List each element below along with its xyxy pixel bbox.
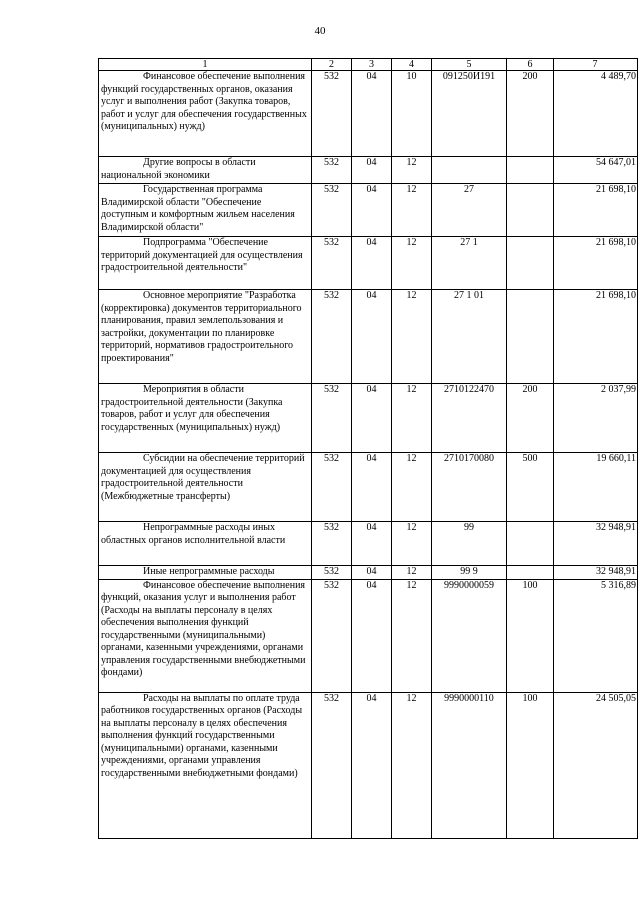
header-cell: 7: [554, 59, 638, 71]
row-expense-type: [507, 157, 554, 184]
row-code-ministry: 532: [312, 566, 352, 580]
table-row: [99, 290, 638, 384]
row-code-section: 04: [352, 522, 392, 566]
row-amount: 19 660,11: [554, 453, 638, 522]
row-code-section: 04: [352, 384, 392, 453]
row-description: Финансовое обеспечение выполнения функций государственных органов, оказания услуг и выполнения работ (Закупка товаров, работ и услуг для обеспечения государственных (муниципальных) нужд): [99, 71, 312, 157]
table-row: [99, 579, 638, 692]
table-row: [99, 184, 638, 237]
row-expense-type: 100: [507, 692, 554, 838]
row-code-section: 04: [352, 290, 392, 384]
row-code-section: 04: [352, 692, 392, 838]
row-code-subsection: 12: [392, 290, 432, 384]
row-target-article: 091250И191: [432, 71, 507, 157]
table-row: [99, 157, 638, 184]
row-code-subsection: 12: [392, 566, 432, 580]
row-code-subsection: 12: [392, 579, 432, 692]
row-code-section: 04: [352, 453, 392, 522]
page-number: 40: [314, 25, 326, 37]
row-code-section: 04: [352, 579, 392, 692]
table-row: [99, 692, 638, 838]
row-target-article: 27 1: [432, 237, 507, 290]
row-code-subsection: 12: [392, 237, 432, 290]
row-description: Финансовое обеспечение выполнения функций, оказания услуг и выполнения работ (Расходы на выплаты персоналу в целях обеспечения выполнения функций государственными (муниципальными) органами, казенными учреждениями, органами управления государственными внебюджетными фондами): [99, 579, 312, 692]
row-code-subsection: 12: [392, 522, 432, 566]
row-expense-type: 500: [507, 453, 554, 522]
budget-table: [98, 58, 638, 839]
row-code-subsection: 12: [392, 453, 432, 522]
row-expense-type: [507, 184, 554, 237]
row-code-ministry: 532: [312, 453, 352, 522]
row-code-ministry: 532: [312, 184, 352, 237]
row-target-article: [432, 157, 507, 184]
row-expense-type: [507, 237, 554, 290]
row-amount: 21 698,10: [554, 290, 638, 384]
table-row: [99, 522, 638, 566]
row-expense-type: 200: [507, 384, 554, 453]
row-description: Иные непрограммные расходы: [99, 566, 312, 580]
row-target-article: 9990000059: [432, 579, 507, 692]
row-code-ministry: 532: [312, 522, 352, 566]
row-description: Расходы на выплаты по оплате труда работников государственных органов (Расходы на выплаты персоналу в целях обеспечения выполнения функций государственными (муниципальными) органами, казенными учреждениями, органами управления государственными внебюджетными фондами): [99, 692, 312, 838]
row-code-ministry: 532: [312, 157, 352, 184]
table-row: [99, 237, 638, 290]
row-amount: 21 698,10: [554, 237, 638, 290]
row-expense-type: [507, 566, 554, 580]
row-expense-type: 100: [507, 579, 554, 692]
row-code-ministry: 532: [312, 290, 352, 384]
row-amount: 2 037,99: [554, 384, 638, 453]
header-cell: 5: [432, 59, 507, 71]
row-code-section: 04: [352, 566, 392, 580]
row-target-article: 2710170080: [432, 453, 507, 522]
table-row: [99, 453, 638, 522]
row-amount: 54 647,01: [554, 157, 638, 184]
table-row: [99, 71, 638, 157]
row-description: Подпрограмма "Обеспечение территорий документацией для осуществления градостроительной деятельности": [99, 237, 312, 290]
row-code-section: 04: [352, 71, 392, 157]
row-code-subsection: 12: [392, 384, 432, 453]
row-amount: 4 489,70: [554, 71, 638, 157]
header-cell: 1: [99, 59, 312, 71]
table-row: [99, 384, 638, 453]
row-amount: 32 948,91: [554, 566, 638, 580]
row-target-article: 2710122470: [432, 384, 507, 453]
table-header-row: [99, 59, 638, 71]
row-description: Непрограммные расходы иных областных органов исполнительной власти: [99, 522, 312, 566]
row-target-article: 9990000110: [432, 692, 507, 838]
row-code-section: 04: [352, 237, 392, 290]
row-amount: 32 948,91: [554, 522, 638, 566]
row-code-subsection: 12: [392, 157, 432, 184]
row-expense-type: 200: [507, 71, 554, 157]
row-code-ministry: 532: [312, 71, 352, 157]
row-description: Другие вопросы в области национальной экономики: [99, 157, 312, 184]
row-code-ministry: 532: [312, 384, 352, 453]
row-description: Мероприятия в области градостроительной деятельности (Закупка товаров, работ и услуг для обеспечения государственных (муниципальных) нужд): [99, 384, 312, 453]
row-code-ministry: 532: [312, 579, 352, 692]
row-code-subsection: 12: [392, 692, 432, 838]
row-code-section: 04: [352, 184, 392, 237]
row-target-article: 27: [432, 184, 507, 237]
row-expense-type: [507, 290, 554, 384]
row-target-article: 99: [432, 522, 507, 566]
row-amount: 24 505,05: [554, 692, 638, 838]
row-code-subsection: 12: [392, 184, 432, 237]
row-description: Субсидии на обеспечение территорий документацией для осуществления градостроительной деятельности (Межбюджетные трансферты): [99, 453, 312, 522]
header-cell: 4: [392, 59, 432, 71]
row-description: Основное мероприятие "Разработка (корректировка) документов территориального планирования, правил землепользования и застройки, документации по планировке территорий, нормативов градостроительного проектирования": [99, 290, 312, 384]
row-code-ministry: 532: [312, 692, 352, 838]
row-code-section: 04: [352, 157, 392, 184]
row-amount: 21 698,10: [554, 184, 638, 237]
header-cell: 2: [312, 59, 352, 71]
row-description: Государственная программа Владимирской области "Обеспечение доступным и комфортным жильем населения Владимирской области": [99, 184, 312, 237]
row-target-article: 99 9: [432, 566, 507, 580]
row-code-subsection: 10: [392, 71, 432, 157]
header-cell: 3: [352, 59, 392, 71]
row-target-article: 27 1 01: [432, 290, 507, 384]
row-code-ministry: 532: [312, 237, 352, 290]
table-row: [99, 566, 638, 580]
row-amount: 5 316,89: [554, 579, 638, 692]
row-expense-type: [507, 522, 554, 566]
header-cell: 6: [507, 59, 554, 71]
